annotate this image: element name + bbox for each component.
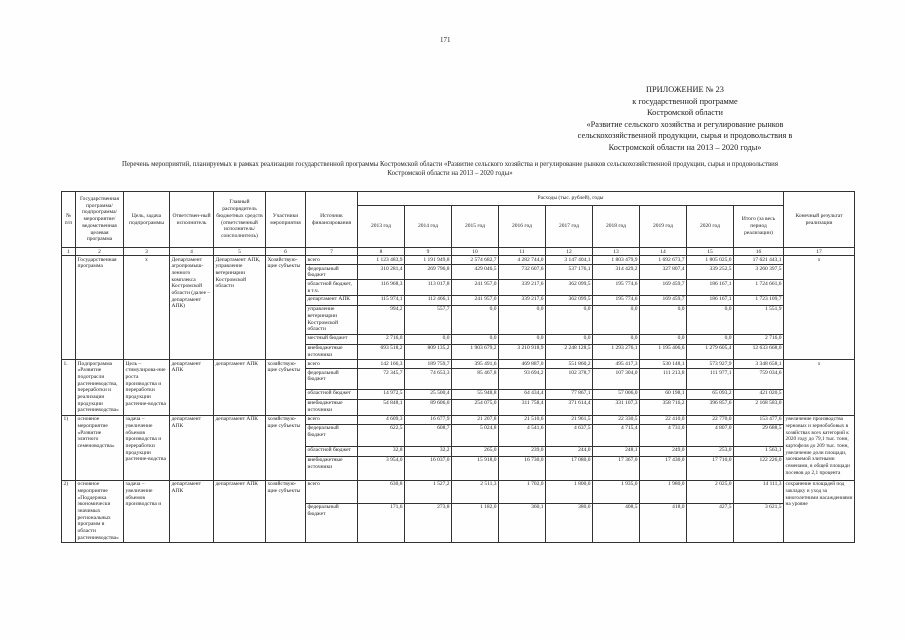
expense-value: 153 477,6 [734, 415, 784, 424]
row-number [62, 256, 76, 360]
expense-value: 408,5 [593, 503, 640, 542]
column-number: 8 [358, 248, 405, 256]
expense-value: 29 688,5 [734, 424, 784, 446]
expense-value: 1 980,0 [640, 480, 687, 503]
header-year: 2016 год [499, 206, 546, 248]
funding-source: внебюджетные источники [306, 399, 358, 415]
column-number: 16 [734, 248, 784, 256]
expense-value: 1 800,0 [546, 480, 593, 503]
expense-value: 17 080,0 [546, 456, 593, 480]
expense-value: 21 207,8 [452, 415, 499, 424]
expense-value: 2 574 682,7 [452, 256, 499, 265]
column-number: 11 [499, 248, 546, 256]
expense-value: 244,0 [546, 446, 593, 456]
expense-value: 116 968,3 [358, 280, 405, 295]
column-number: 7 [306, 248, 358, 256]
expense-value: 60 198,1 [640, 389, 687, 399]
expense-value: 21 510,6 [499, 415, 546, 424]
expense-value: 311 758,4 [499, 399, 546, 415]
budget-manager: департамент АПК [214, 480, 266, 542]
participants: хозяйствую-щие субъекты [266, 415, 306, 480]
expense-value: 65 093,2 [687, 389, 734, 399]
expense-value: 331 107,3 [593, 399, 640, 415]
expense-value: 1 903 679,2 [452, 344, 499, 359]
header-participants: Участники мероприятия [266, 192, 306, 248]
funding-source: местный бюджет [306, 334, 358, 344]
final-result: х [784, 360, 855, 416]
expense-value: 74 653,3 [405, 369, 452, 389]
expense-value: 17 621 443,1 [734, 256, 784, 265]
header-sources: Источник финансирования [306, 192, 358, 248]
expense-value: 269 796,8 [405, 265, 452, 280]
expense-value: 0,0 [546, 334, 593, 344]
expense-value: 72 345,7 [358, 369, 405, 389]
expense-value: 32,2 [405, 446, 452, 456]
expense-value: 3 621,5 [734, 503, 784, 542]
participants: Хозяйствую-щие субъекты [266, 256, 306, 360]
expense-value: 0,0 [499, 334, 546, 344]
appendix-line: «Развитие сельского хозяйства и регулирование рынков [586, 119, 784, 129]
expense-value: 469 887,0 [499, 360, 546, 369]
expense-value: 107 304,0 [593, 369, 640, 389]
expense-value: 327 807,4 [640, 265, 687, 280]
document-title [50, 160, 850, 178]
expense-value: 3 348 658,1 [734, 360, 784, 369]
participants: хозяйствую-щие субъекты [266, 480, 306, 542]
expense-value: 2 716,0 [358, 334, 405, 344]
expense-value: 732 607,6 [499, 265, 546, 280]
expense-value: 1 293 276,1 [593, 344, 640, 359]
expense-value: 427,5 [687, 503, 734, 542]
expense-value: 339 217,6 [499, 295, 546, 305]
expense-value: 0,0 [640, 305, 687, 334]
expense-value: 421 020,5 [734, 389, 784, 399]
funding-source: внебюджетные источники [306, 344, 358, 359]
expense-value: 102 378,7 [546, 369, 593, 389]
appendix-header [520, 84, 850, 154]
column-number: 15 [687, 248, 734, 256]
column-number: 2 [76, 248, 124, 256]
expense-value: 0,0 [499, 305, 546, 334]
expense-value: 0,0 [452, 305, 499, 334]
expense-value: 54 848,1 [358, 399, 405, 415]
expense-value: 1 123 483,9 [358, 256, 405, 265]
expense-value: 248,1 [593, 446, 640, 456]
expense-value: 253,0 [687, 446, 734, 456]
expense-value: 195 774,6 [593, 280, 640, 295]
expense-value: 57 006,0 [593, 389, 640, 399]
expense-value: 537 176,1 [546, 265, 593, 280]
budget-manager: департамент АПК [214, 360, 266, 416]
expense-value: 0,0 [593, 305, 640, 334]
expense-value: 5 024,8 [452, 424, 499, 446]
header-num: № п/п [62, 192, 76, 248]
table-row [62, 415, 855, 424]
expense-value: 495 417,3 [593, 360, 640, 369]
expense-value: 273,8 [405, 503, 452, 542]
measure-goal: х [124, 256, 170, 360]
funding-source: всего [306, 360, 358, 369]
expense-value: 4 282 744,0 [499, 256, 546, 265]
expense-value: 186 167,1 [687, 280, 734, 295]
expense-value: 1 551,9 [734, 305, 784, 334]
expense-value: 693 518,2 [358, 344, 405, 359]
expense-value: 17 710,0 [687, 456, 734, 480]
expense-value: 1 279 605,4 [687, 344, 734, 359]
expense-value: 759 034,6 [734, 369, 784, 389]
appendix-line: к государственной программе [632, 96, 738, 106]
expense-value: 21 961,5 [546, 415, 593, 424]
expense-value: 1 935,0 [593, 480, 640, 503]
expense-value: 85 467,8 [452, 369, 499, 389]
table-row [62, 480, 855, 503]
column-number: 14 [640, 248, 687, 256]
expense-value: 809 135,2 [405, 344, 452, 359]
expense-value: 608,7 [405, 424, 452, 446]
expense-value: 371 614,4 [546, 399, 593, 415]
funding-source: федеральный бюджет [306, 424, 358, 446]
expense-value: 2 716,0 [734, 334, 784, 344]
expense-value: 1 805 025,0 [687, 256, 734, 265]
header-result: Конечный результат реализации [784, 192, 855, 248]
row-number: 1. [62, 360, 76, 416]
expense-value: 115 974,1 [358, 295, 405, 305]
appendix-line: Костромской области [647, 108, 723, 118]
column-number: 4 [170, 248, 214, 256]
expense-value: 0,0 [452, 334, 499, 344]
expense-value: 239,0 [499, 446, 546, 456]
header-total: Итого (за весь период реализации) [734, 206, 784, 248]
expense-value: 22 410,0 [640, 415, 687, 424]
header-year: 2013 год [358, 206, 405, 248]
header-main-manager: Главный распорядитель бюджетных средств (ответственный исполнитель/ соисполнитель) [214, 192, 266, 248]
expense-value: 122 226,0 [734, 456, 784, 480]
header-responsible: Ответствен-ный исполнитель [170, 192, 214, 248]
expense-value: 3 210 918,9 [499, 344, 546, 359]
measure-goal: задача – увеличение объемов производства и переработки продукции растение-водства [124, 415, 170, 480]
expense-value: 1 723 109,7 [734, 295, 784, 305]
expense-value: 25 500,4 [405, 389, 452, 399]
expense-value: 358 716,2 [640, 399, 687, 415]
funding-source: внебюджетные источники [306, 456, 358, 480]
expense-value: 89 606,0 [405, 399, 452, 415]
funding-source: федеральный бюджет [306, 369, 358, 389]
expense-value: 1 191 949,8 [405, 256, 452, 265]
expense-value: 22 330,5 [593, 415, 640, 424]
expense-value: 1 702,0 [499, 480, 546, 503]
expense-value: 111 977,1 [687, 369, 734, 389]
expense-value: 16 730,0 [499, 456, 546, 480]
expense-value: 0,0 [546, 305, 593, 334]
expense-value: 1 527,2 [405, 480, 452, 503]
expense-value: 189 759,7 [405, 360, 452, 369]
expense-value: 4 807,0 [687, 424, 734, 446]
expense-value: 3 147 404,1 [546, 256, 593, 265]
expense-value: 2 511,3 [452, 480, 499, 503]
measure-name: основное мероприятие «Поддержка экономически значимых региональных программ в области растениеводства» [76, 480, 124, 542]
expense-value: 249,0 [640, 446, 687, 456]
expense-value: 22 770,0 [687, 415, 734, 424]
expense-value: 3 954,0 [358, 456, 405, 480]
column-number: 6 [266, 248, 306, 256]
expense-value: 15 918,0 [452, 456, 499, 480]
final-result: увеличение производства зерновых и зернобобовых в хозяйствах всех категорий к 2020 году до 79,1 тыс. тонн, картофеля до 209 тыс. тонн, увеличение доли площади, засеваемой элитными семенами, в общей площади посевов до 2,1 процента [784, 415, 855, 480]
expense-value: 2 168 583,0 [734, 399, 784, 415]
expense-value: 557,7 [405, 305, 452, 334]
expense-value: 362 099,5 [546, 280, 593, 295]
expense-value: 429 046,5 [452, 265, 499, 280]
column-number: 1 [62, 248, 76, 256]
expense-value: 418,0 [640, 503, 687, 542]
expense-value: 14 111,3 [734, 480, 784, 503]
expense-value: 17 367,0 [593, 456, 640, 480]
header-year: 2020 год [687, 206, 734, 248]
appendix-line: Костромской области на 2013 – 2020 годы» [608, 142, 762, 152]
column-number: 5 [214, 248, 266, 256]
funding-source: областной бюджет [306, 446, 358, 456]
expense-value: 2 025,0 [687, 480, 734, 503]
title-line: Костромской области на 2013 – 2020 годы» [387, 170, 513, 177]
expense-value: 1 803 479,9 [593, 256, 640, 265]
column-number: 10 [452, 248, 499, 256]
column-number: 9 [405, 248, 452, 256]
expense-value: 32,8 [358, 446, 405, 456]
funding-source: всего [306, 480, 358, 503]
column-number: 12 [546, 248, 593, 256]
budget-manager: Департамент АПК, управление ветеринарии Костромской области [214, 256, 266, 360]
expense-value: 4 637,5 [546, 424, 593, 446]
column-number: 13 [593, 248, 640, 256]
expense-value: 622,5 [358, 424, 405, 446]
funding-source: управление ветеринарии Костромской области [306, 305, 358, 334]
funding-source: областной бюджет, в т.ч. [306, 280, 358, 295]
expense-value: 195 774,6 [593, 295, 640, 305]
expense-value: 17 430,0 [640, 456, 687, 480]
budget-manager: департамент АПК [214, 415, 266, 480]
expense-value: 142 166,3 [358, 360, 405, 369]
table-row [62, 256, 855, 265]
expense-value: 4 715,4 [593, 424, 640, 446]
column-number: 3 [124, 248, 170, 256]
expense-value: 12 633 668,0 [734, 344, 784, 359]
expense-value: 93 694,2 [499, 369, 546, 389]
row-number: 2) [62, 480, 76, 542]
expense-value: 169 459,7 [640, 280, 687, 295]
expense-value: 3 260 397,5 [734, 265, 784, 280]
expense-value: 551 860,2 [546, 360, 593, 369]
column-number-row [62, 248, 855, 256]
expense-value: 1 692 673,7 [640, 256, 687, 265]
page-number: 171 [440, 36, 451, 44]
expense-value: 395 491,6 [452, 360, 499, 369]
expense-value: 1 195 406,6 [640, 344, 687, 359]
final-result: х [784, 256, 855, 360]
expense-value: 2 248 128,5 [546, 344, 593, 359]
expense-value: 77 867,1 [546, 389, 593, 399]
header-year: 2014 год [405, 206, 452, 248]
expense-value: 630,8 [358, 480, 405, 503]
header-year: 2018 год [593, 206, 640, 248]
funding-source: федеральный бюджет [306, 503, 358, 542]
expense-value: 380,0 [546, 503, 593, 542]
expense-value: 171,6 [358, 503, 405, 542]
expense-value: 530 148,1 [640, 360, 687, 369]
expense-value: 55 948,8 [452, 389, 499, 399]
expense-value: 241 957,0 [452, 295, 499, 305]
responsible-executor: Департамент агропромыш-ленного комплекса Костромской области (далее – департамент АПК) [170, 256, 214, 360]
expense-value: 994,2 [358, 305, 405, 334]
row-number: 1) [62, 415, 76, 480]
expense-value: 169 459,7 [640, 295, 687, 305]
expense-value: 1 182,0 [452, 503, 499, 542]
header-year: 2017 год [546, 206, 593, 248]
measure-name: Государственная программа [76, 256, 124, 360]
measure-name: основное мероприятие «Развитие элитного семеноводства» [76, 415, 124, 480]
expense-value: 339 217,6 [499, 280, 546, 295]
responsible-executor: департамент АПК [170, 480, 214, 542]
expense-value: 339 252,5 [687, 265, 734, 280]
participants: хозяйствую-щие субъекты [266, 360, 306, 416]
measure-goal: задача – увеличение объемов производства и [124, 480, 170, 542]
expense-value: 16 037,0 [405, 456, 452, 480]
expense-value: 1 724 661,6 [734, 280, 784, 295]
funding-source: всего [306, 256, 358, 265]
funding-source: областной бюджет [306, 389, 358, 399]
column-number: 17 [784, 248, 855, 256]
expense-value: 0,0 [405, 334, 452, 344]
expense-value: 1 563,1 [734, 446, 784, 456]
title-line: Перечень мероприятий, планируемых в рамках реализации государственной программы Костромской области «Развитие сельского хозяйства и регулирование рынков сельскохозяйственной продукции, сырья и продовольствия [122, 161, 778, 168]
expense-value: 254 075,0 [452, 399, 499, 415]
measure-name: Подпрограмма «Развитие подотрасли растениеводства, переработки и реализации продукции растениеводства» [76, 360, 124, 416]
header-year: 2015 год [452, 206, 499, 248]
expense-value: 64 434,4 [499, 389, 546, 399]
expense-value: 0,0 [687, 334, 734, 344]
expense-value: 265,0 [452, 446, 499, 456]
final-result: сохранение площадей под закладку и уход за многолетними насаждениями на уровне [784, 480, 855, 542]
expense-value: 186 167,1 [687, 295, 734, 305]
expense-value: 0,0 [687, 305, 734, 334]
expense-value: 573 927,9 [687, 360, 734, 369]
expense-value: 310 281,4 [358, 265, 405, 280]
expense-value: 360,1 [499, 503, 546, 542]
expense-value: 241 957,0 [452, 280, 499, 295]
header-name: Государственная программа/ подпрограмма/ мероприятие/ ведомственная целевая программа [76, 192, 124, 248]
expense-value: 4 609,3 [358, 415, 405, 424]
expense-value: 362 099,5 [546, 295, 593, 305]
funding-source: всего [306, 415, 358, 424]
expense-value: 396 857,6 [687, 399, 734, 415]
expense-value: 0,0 [640, 334, 687, 344]
funding-source: департамент АПК [306, 295, 358, 305]
measures-table [61, 191, 855, 543]
appendix-line: сельскохозяйственной продукции, сырья и продовольствия в [577, 131, 793, 141]
header-goal: Цель, задача подпрограммы [124, 192, 170, 248]
table-row [62, 360, 855, 369]
responsible-executor: департамент АПК [170, 415, 214, 480]
expense-value: 111 213,8 [640, 369, 687, 389]
header-year: 2019 год [640, 206, 687, 248]
appendix-line: ПРИЛОЖЕНИЕ № 23 [646, 85, 724, 94]
expense-value: 112 466,1 [405, 295, 452, 305]
responsible-executor: департамент АПК [170, 360, 214, 416]
expense-value: 14 972,5 [358, 389, 405, 399]
expense-value: 4 541,6 [499, 424, 546, 446]
expense-value: 113 017,8 [405, 280, 452, 295]
expense-value: 16 677,9 [405, 415, 452, 424]
expense-value: 314 429,2 [593, 265, 640, 280]
header-expenses: Расходы (тыс. рублей), годы [358, 192, 784, 206]
funding-source: федеральный бюджет [306, 265, 358, 280]
expense-value: 4 731,0 [640, 424, 687, 446]
measure-goal: Цель – стимулирова-ние роста производства и переработки продукции растение-водства [124, 360, 170, 416]
expense-value: 0,0 [593, 334, 640, 344]
